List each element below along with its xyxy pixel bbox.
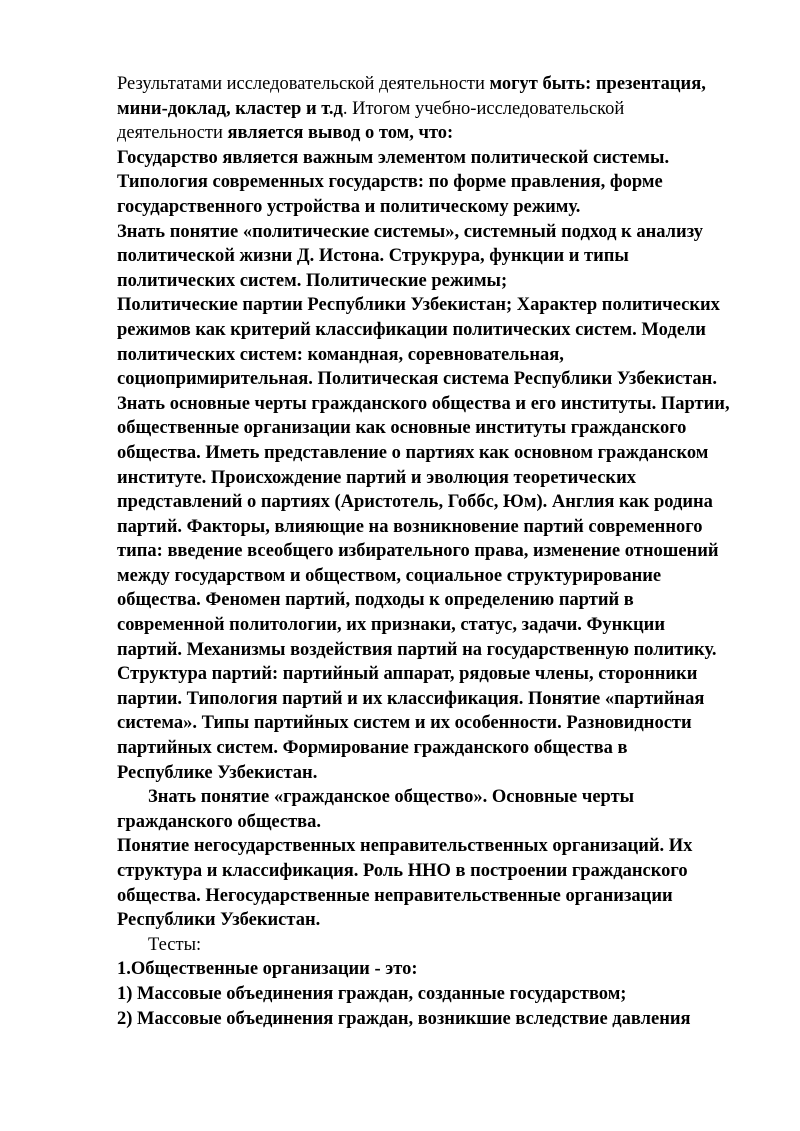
body-line: Знать основные черты гражданского общества и его институты. Партии, bbox=[117, 393, 730, 414]
intro-text-bold-1: могут быть: презентация, bbox=[489, 74, 706, 94]
body-line: общества. Феномен партий, подходы к определению партий в bbox=[117, 590, 634, 611]
body-line: партий. Факторы, влияющие на возникновение партий современного bbox=[117, 516, 703, 537]
body-line: партийных систем. Формирование гражданского общества в bbox=[117, 738, 628, 759]
intro-text-regular-2: . Итогом учебно-исследовательской bbox=[342, 98, 625, 119]
body-line: политических систем. Политические режимы; bbox=[117, 270, 508, 291]
intro-text-bold-2: мини-доклад, кластер и т.д bbox=[117, 98, 343, 119]
intro-text-bold-3: является вывод о том, что: bbox=[227, 123, 454, 144]
test-answer-1: 1) Массовые объединения граждан, созданные государством; bbox=[117, 983, 627, 1004]
test-answer-2: 2) Массовые объединения граждан, возникшие вследствие давления bbox=[117, 1008, 691, 1029]
body-line: общественные организации как основные институты гражданского bbox=[117, 418, 687, 439]
body-line: между государством и обществом, социальное структурирование bbox=[117, 565, 662, 586]
test-question-1: 1.Общественные организации - это: bbox=[117, 959, 418, 980]
body-line: типа: введение всеобщего избирательного права, изменение отношений bbox=[117, 541, 719, 562]
document-page bbox=[117, 72, 730, 1031]
ngo-line: структура и классификация. Роль ННО в построении гражданского bbox=[117, 861, 688, 881]
body-line: режимов как критерий классификации политических систем. Модели bbox=[117, 319, 706, 340]
ngo-line: общества. Негосударственные неправительственные организации bbox=[117, 885, 673, 906]
intro-line-2 bbox=[117, 97, 727, 122]
body-line: общества. Иметь представление о партиях как основном гражданском bbox=[117, 442, 709, 463]
body-line: Типология современных государств: по форме правления, форме bbox=[117, 172, 663, 193]
intro-text-regular-1: Результатами исследовательской деятельности bbox=[117, 74, 490, 94]
body-line: система». Типы партийных систем и их особенности. Разновидности bbox=[117, 713, 692, 734]
body-line: Политические партии Республики Узбекистан; Характер политических bbox=[117, 295, 720, 316]
body-line: Структура партий: партийный аппарат, рядовые члены, сторонники bbox=[117, 664, 698, 685]
ngo-line: Понятие негосударственных неправительственных организаций. Их bbox=[117, 836, 693, 857]
body-line: политических систем: командная, соревновательная, bbox=[117, 344, 564, 365]
body-line: политической жизни Д. Истона. Струкрура, функции и типы bbox=[117, 246, 629, 267]
body-line: социопримирительная. Политическая система Республики Узбекистан. bbox=[117, 369, 717, 390]
intro-text-regular-3: деятельности bbox=[117, 123, 228, 144]
intro-line-1 bbox=[117, 72, 727, 97]
civil-society-line-1: Знать понятие «гражданское общество». Основные черты bbox=[148, 787, 635, 808]
body-line: партий. Механизмы воздействия партий на государственную политику. bbox=[117, 639, 717, 660]
body-line: партии. Типология партий и их классификация. Понятие «партийная bbox=[117, 688, 705, 709]
ngo-line: Республики Узбекистан. bbox=[117, 910, 321, 931]
civil-society-line-2: гражданского общества. bbox=[117, 811, 322, 832]
body-line: Знать понятие «политические системы», системный подход к анализу bbox=[117, 221, 704, 242]
body-line: Государство является важным элементом политической системы. bbox=[117, 147, 670, 168]
body-line: Республике Узбекистан. bbox=[117, 762, 318, 783]
body-line: государственного устройства и политическому режиму. bbox=[117, 196, 581, 217]
intro-line-3 bbox=[117, 121, 727, 146]
body-line: современной политологии, их признаки, статус, задачи. Функции bbox=[117, 615, 665, 636]
body-line: представлений о партиях (Аристотель, Гоббс, Юм). Англия как родина bbox=[117, 492, 713, 513]
tests-heading: Тесты: bbox=[148, 934, 202, 955]
body-line: институте. Происхождение партий и эволюция теоретических bbox=[117, 467, 636, 488]
